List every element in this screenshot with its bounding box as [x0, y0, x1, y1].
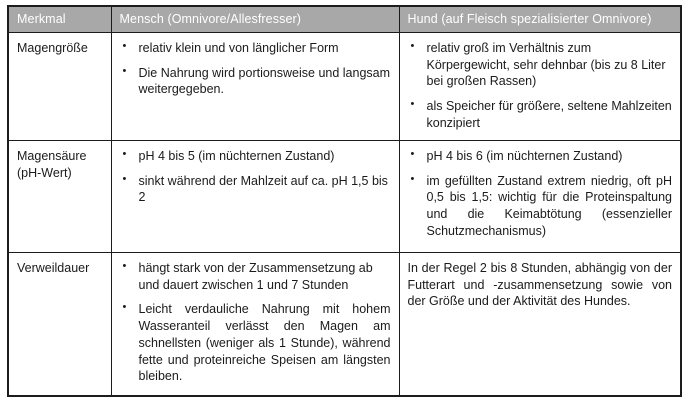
cell-paragraph: In der Regel 2 bis 8 Stunden, abhängig von der Futterart und -zusammensetzung sowie von der Größe und der Aktivität des Hundes.: [407, 260, 672, 309]
list-item: [408, 173, 673, 240]
mensch-cell: [111, 252, 399, 396]
table-row-magengroesse: [8, 32, 681, 140]
column-header-hund: Hund (auf Fleisch spezialisierter Omnivore): [399, 6, 681, 32]
column-header-merkmal: Merkmal: [8, 6, 111, 32]
bullet-list: [120, 148, 391, 206]
comparison-table: [7, 5, 682, 397]
list-item: [120, 301, 391, 385]
list-item: [120, 260, 391, 294]
column-header-mensch: Mensch (Omnivore/Allesfresser): [111, 6, 399, 32]
list-item: [408, 98, 673, 132]
bullet-icon: •: [410, 172, 415, 185]
mensch-cell: [111, 140, 399, 252]
bullet-icon: •: [122, 64, 127, 77]
list-item-text: sinkt während der Mahlzeit auf ca. pH 1,5 bis 2: [138, 173, 388, 205]
bullet-list: [408, 40, 673, 132]
table-row-magensaeure: [8, 140, 681, 252]
row-label: Magengröße: [8, 32, 111, 140]
bullet-icon: •: [122, 39, 127, 52]
hund-cell: [399, 140, 681, 252]
list-item-text: relativ klein und von länglicher Form: [138, 40, 339, 55]
bullet-icon: •: [122, 301, 127, 314]
bullet-list: [120, 40, 391, 98]
list-item-text: Leicht verdauliche Nahrung mit hohem Wasseranteil verlässt den Magen am schnellsten (weniger als 1 Stunde), während fette und proteinreiche Speisen am längsten bleiben.: [138, 302, 391, 384]
list-item-text: pH 4 bis 6 (im nüchternen Zustand): [426, 148, 623, 163]
row-label: Verweildauer: [8, 252, 111, 396]
list-item: [120, 173, 391, 207]
list-item-text: Die Nahrung wird portionsweise und langsam weitergegeben.: [138, 65, 391, 97]
table-row-verweildauer: [8, 252, 681, 396]
hund-cell: [399, 252, 681, 396]
bullet-list: [120, 260, 391, 385]
bullet-icon: •: [122, 147, 127, 160]
hund-cell: [399, 32, 681, 140]
list-item: [120, 65, 391, 99]
list-item: [408, 148, 673, 165]
list-item-text: relativ groß im Verhältnis zum Körpergewicht, sehr dehnbar (bis zu 8 Liter bei großen Rassen): [426, 40, 666, 89]
bullet-icon: •: [410, 39, 415, 52]
bullet-icon: •: [410, 147, 415, 160]
list-item: [120, 40, 391, 57]
list-item-text: als Speicher für größere, seltene Mahlzeiten konzipiert: [426, 99, 672, 130]
list-item-text: pH 4 bis 5 (im nüchternen Zustand): [138, 148, 335, 163]
list-item-text: im gefüllten Zustand extrem niedrig, oft pH 0,5 bis 1,5: wichtig für die Proteinspaltung und die Keimabtötung (essenzieller Schutzmechanismus): [426, 173, 672, 238]
list-item: [408, 40, 673, 90]
bullet-icon: •: [122, 259, 127, 272]
bullet-icon: •: [122, 172, 127, 185]
bullet-list: [408, 148, 673, 240]
mensch-cell: [111, 32, 399, 140]
list-item: [120, 148, 391, 165]
list-item-text: hängt stark von der Zusammensetzung ab und dauert zwischen 1 und 7 Stunden: [138, 260, 373, 292]
header-row: [8, 6, 681, 32]
bullet-icon: •: [410, 98, 415, 110]
row-label: Magensäure (pH-Wert): [8, 140, 111, 252]
